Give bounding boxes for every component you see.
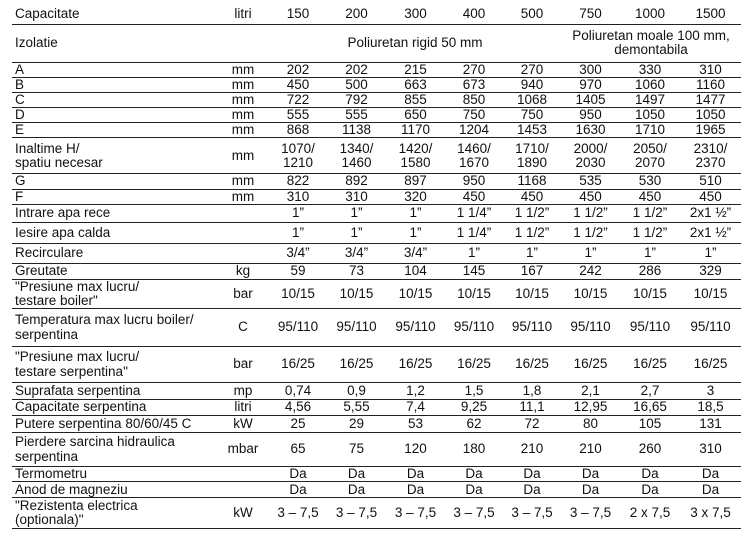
row-unit: mm	[217, 189, 269, 204]
value-cell: 792	[327, 92, 386, 107]
row-unit: kW	[217, 498, 269, 529]
value-cell: 95/110	[620, 309, 680, 347]
value-cell: 65	[269, 433, 327, 467]
value-cell: 210	[561, 433, 620, 467]
value-cell: 105	[620, 416, 680, 433]
value-cell: 1050	[620, 108, 680, 123]
row-unit: litri	[217, 400, 269, 416]
value-cell: 270	[503, 62, 561, 77]
spec-row	[12, 498, 741, 529]
value-cell: 62	[445, 416, 503, 433]
value-cell: 555	[327, 108, 386, 123]
value-cell: 722	[269, 92, 327, 107]
row-unit: mm	[217, 123, 269, 138]
value-cell: 3 – 7,5	[445, 498, 503, 529]
row-unit	[217, 467, 269, 482]
spec-row	[12, 123, 741, 138]
value-cell: 750	[445, 108, 503, 123]
value-cell: 822	[269, 174, 327, 189]
value-cell: Da	[503, 482, 561, 498]
value-cell: 210	[503, 433, 561, 467]
row-label: F	[12, 189, 217, 204]
value-cell: 145	[445, 263, 503, 279]
value-cell: 330	[620, 62, 680, 77]
value-cell: Da	[327, 467, 386, 482]
value-cell: 29	[327, 416, 386, 433]
row-unit: mm	[217, 92, 269, 107]
spec-row	[12, 482, 741, 498]
row-unit	[217, 204, 269, 222]
spec-row	[12, 92, 741, 107]
row-unit: bar	[217, 347, 269, 383]
row-label: Inaltime H/ spatiu necesar	[12, 138, 217, 174]
value-cell: 2000/ 2030	[561, 138, 620, 174]
row-label: E	[12, 123, 217, 138]
row-unit: mm	[217, 174, 269, 189]
value-cell: 3/4”	[269, 243, 327, 263]
value-cell: Da	[445, 467, 503, 482]
value-cell: 320	[386, 189, 445, 204]
row-unit	[217, 243, 269, 263]
spec-row	[12, 222, 741, 243]
value-cell: 1”	[386, 204, 445, 222]
value-cell: 500	[327, 77, 386, 92]
value-cell: 53	[386, 416, 445, 433]
value-cell: 270	[445, 62, 503, 77]
value-cell: 3 – 7,5	[386, 498, 445, 529]
value-cell: Da	[620, 467, 680, 482]
value-cell: 310	[269, 189, 327, 204]
value-cell: 1168	[503, 174, 561, 189]
spec-row	[12, 204, 741, 222]
value-cell: 1710/ 1890	[503, 138, 561, 174]
value-cell: 868	[269, 123, 327, 138]
value-cell: 1138	[327, 123, 386, 138]
value-cell: 2 x 7,5	[620, 498, 680, 529]
row-unit: mm	[217, 138, 269, 174]
value-cell: 95/110	[503, 309, 561, 347]
value-cell: 1453	[503, 123, 561, 138]
row-label: D	[12, 108, 217, 123]
value-cell: 940	[503, 77, 561, 92]
row-label: Iesire apa calda	[12, 222, 217, 243]
spec-row	[12, 138, 741, 174]
value-cell: 2,7	[620, 383, 680, 400]
value-cell: 450	[561, 189, 620, 204]
value-cell: 555	[269, 108, 327, 123]
row-unit: mm	[217, 62, 269, 77]
value-cell: 1477	[680, 92, 741, 107]
row-label: Greutate	[12, 263, 217, 279]
row-unit: C	[217, 309, 269, 347]
value-cell: 59	[269, 263, 327, 279]
value-cell: Da	[386, 482, 445, 498]
value-cell: 1340/ 1460	[327, 138, 386, 174]
value-cell: 1”	[680, 243, 741, 263]
value-cell: 2x1 ½”	[680, 222, 741, 243]
value-cell: 72	[503, 416, 561, 433]
value-cell: 95/110	[327, 309, 386, 347]
row-unit: bar	[217, 279, 269, 308]
value-cell: 10/15	[561, 279, 620, 308]
value-cell: 1710	[620, 123, 680, 138]
value-cell: 1,5	[445, 383, 503, 400]
row-unit: mbar	[217, 433, 269, 467]
value-cell: 1”	[327, 222, 386, 243]
value-cell: 1050	[680, 108, 741, 123]
value-cell: 2310/ 2370	[680, 138, 741, 174]
value-cell: 3 – 7,5	[503, 498, 561, 529]
value-cell: 7,4	[386, 400, 445, 416]
value-cell: Da	[561, 467, 620, 482]
row-label: Capacitate	[12, 4, 217, 24]
value-cell: 25	[269, 416, 327, 433]
value-cell: 1 1/2”	[620, 222, 680, 243]
value-cell: 120	[386, 433, 445, 467]
row-unit: kg	[217, 263, 269, 279]
value-cell: 2,1	[561, 383, 620, 400]
row-label: G	[12, 174, 217, 189]
value-cell: 1”	[269, 204, 327, 222]
value-cell: Da	[620, 482, 680, 498]
spec-row	[12, 174, 741, 189]
row-label: Izolatie	[12, 24, 217, 62]
value-cell: 73	[327, 263, 386, 279]
value-cell: Da	[269, 482, 327, 498]
value-cell: 202	[269, 62, 327, 77]
value-cell: 3/4”	[386, 243, 445, 263]
insulation-soft-line: Poliuretan moale 100 mm,	[572, 27, 730, 43]
row-unit	[217, 482, 269, 498]
row-label: Anod de magneziu	[12, 482, 217, 498]
value-cell: 1 1/4”	[445, 222, 503, 243]
value-cell: 1”	[561, 243, 620, 263]
row-label: Capacitate serpentina	[12, 400, 217, 416]
value-cell: 1”	[386, 222, 445, 243]
value-cell: 10/15	[327, 279, 386, 308]
value-cell: 1”	[327, 204, 386, 222]
value-cell: 11,1	[503, 400, 561, 416]
value-cell: 75	[327, 433, 386, 467]
column-capacity: 400	[445, 4, 503, 24]
value-cell: 1,2	[386, 383, 445, 400]
spec-row	[12, 108, 741, 123]
column-capacity: 200	[327, 4, 386, 24]
value-cell: 5,55	[327, 400, 386, 416]
value-cell: 450	[503, 189, 561, 204]
value-cell: 450	[445, 189, 503, 204]
insulation-row	[12, 24, 741, 62]
value-cell: 855	[386, 92, 445, 107]
value-cell: 95/110	[561, 309, 620, 347]
value-cell: 310	[680, 433, 741, 467]
value-cell: 215	[386, 62, 445, 77]
value-cell: 3 – 7,5	[269, 498, 327, 529]
row-label: Pierdere sarcina hidraulica serpentina	[12, 433, 217, 467]
value-cell: 663	[386, 77, 445, 92]
value-cell: 1 1/2”	[561, 222, 620, 243]
value-cell: 1 1/2”	[620, 204, 680, 222]
value-cell: 950	[445, 174, 503, 189]
value-cell: 310	[680, 62, 741, 77]
value-cell: 10/15	[445, 279, 503, 308]
value-cell: 970	[561, 77, 620, 92]
value-cell: 1070/ 1210	[269, 138, 327, 174]
row-label: B	[12, 77, 217, 92]
value-cell: 3 – 7,5	[327, 498, 386, 529]
spec-row	[12, 77, 741, 92]
value-cell: Da	[269, 467, 327, 482]
column-capacity: 1000	[620, 4, 680, 24]
row-unit	[217, 24, 269, 62]
value-cell: 1 1/2”	[503, 222, 561, 243]
value-cell: Da	[561, 482, 620, 498]
value-cell: Da	[445, 482, 503, 498]
value-cell: 3 – 7,5	[561, 498, 620, 529]
value-cell: 10/15	[503, 279, 561, 308]
spec-row	[12, 383, 741, 400]
row-label: "Presiune max lucru/ testare boiler"	[12, 279, 217, 308]
value-cell: 892	[327, 174, 386, 189]
value-cell: 180	[445, 433, 503, 467]
value-cell: 650	[386, 108, 445, 123]
value-cell: 1”	[503, 243, 561, 263]
value-cell: 16/25	[445, 347, 503, 383]
value-cell: 202	[327, 62, 386, 77]
value-cell: 16/25	[503, 347, 561, 383]
value-cell: 286	[620, 263, 680, 279]
value-cell: 535	[561, 174, 620, 189]
value-cell: 1”	[445, 243, 503, 263]
row-label: Temperatura max lucru boiler/ serpentina	[12, 309, 217, 347]
value-cell: 0,74	[269, 383, 327, 400]
value-cell: 850	[445, 92, 503, 107]
value-cell: 1965	[680, 123, 741, 138]
value-cell: 3	[680, 383, 741, 400]
value-cell: 3 x 7,5	[680, 498, 741, 529]
spec-row	[12, 400, 741, 416]
value-cell: 329	[680, 263, 741, 279]
value-cell: 16/25	[620, 347, 680, 383]
value-cell: 1630	[561, 123, 620, 138]
value-cell: 16/25	[680, 347, 741, 383]
insulation-soft	[561, 24, 741, 62]
spec-row	[12, 279, 741, 308]
value-cell: 1”	[620, 243, 680, 263]
value-cell: 950	[561, 108, 620, 123]
column-capacity: 1500	[680, 4, 741, 24]
value-cell: Da	[327, 482, 386, 498]
spec-row	[12, 263, 741, 279]
value-cell: 10/15	[680, 279, 741, 308]
value-cell: 16/25	[386, 347, 445, 383]
value-cell: 1420/ 1580	[386, 138, 445, 174]
column-capacity: 750	[561, 4, 620, 24]
value-cell: 1204	[445, 123, 503, 138]
row-label: Suprafata serpentina	[12, 383, 217, 400]
spec-row	[12, 62, 741, 77]
value-cell: 95/110	[386, 309, 445, 347]
value-cell: 95/110	[680, 309, 741, 347]
value-cell: 1 1/4”	[445, 204, 503, 222]
insulation-rigid: Poliuretan rigid 50 mm	[269, 24, 561, 62]
value-cell: 12,95	[561, 400, 620, 416]
value-cell: 104	[386, 263, 445, 279]
value-cell: Da	[680, 467, 741, 482]
value-cell: 1060	[620, 77, 680, 92]
value-cell: 750	[503, 108, 561, 123]
value-cell: 16,65	[620, 400, 680, 416]
insulation-soft-line: demontabila	[614, 42, 688, 57]
value-cell: 80	[561, 416, 620, 433]
row-label: "Rezistenta electrica (optionala)"	[12, 498, 217, 529]
row-unit: mm	[217, 108, 269, 123]
row-label: C	[12, 92, 217, 107]
value-cell: 1 1/2”	[503, 204, 561, 222]
value-cell: 16/25	[561, 347, 620, 383]
spec-row	[12, 467, 741, 482]
value-cell: 1”	[269, 222, 327, 243]
value-cell: 300	[561, 62, 620, 77]
spec-row	[12, 416, 741, 433]
row-unit: kW	[217, 416, 269, 433]
value-cell: 10/15	[269, 279, 327, 308]
spec-row	[12, 433, 741, 467]
boiler-spec-table	[12, 4, 741, 529]
value-cell: 167	[503, 263, 561, 279]
column-capacity: 150	[269, 4, 327, 24]
value-cell: 1160	[680, 77, 741, 92]
value-cell: 1068	[503, 92, 561, 107]
capacity-header-row	[12, 4, 741, 24]
value-cell: 310	[327, 189, 386, 204]
row-unit: litri	[217, 4, 269, 24]
spec-row	[12, 347, 741, 383]
value-cell: 1460/ 1670	[445, 138, 503, 174]
value-cell: 4,56	[269, 400, 327, 416]
value-cell: 260	[620, 433, 680, 467]
value-cell: 450	[680, 189, 741, 204]
value-cell: Da	[680, 482, 741, 498]
value-cell: 95/110	[445, 309, 503, 347]
value-cell: 10/15	[386, 279, 445, 308]
value-cell: 1497	[620, 92, 680, 107]
value-cell: 1405	[561, 92, 620, 107]
value-cell: 10/15	[620, 279, 680, 308]
value-cell: 530	[620, 174, 680, 189]
spec-row	[12, 309, 741, 347]
row-unit: mm	[217, 77, 269, 92]
spec-row	[12, 189, 741, 204]
row-label: A	[12, 62, 217, 77]
row-unit: mp	[217, 383, 269, 400]
value-cell: 673	[445, 77, 503, 92]
value-cell: 2050/ 2070	[620, 138, 680, 174]
value-cell: 1 1/2”	[561, 204, 620, 222]
value-cell: 450	[620, 189, 680, 204]
value-cell: 9,25	[445, 400, 503, 416]
value-cell: 16/25	[327, 347, 386, 383]
row-label: Recirculare	[12, 243, 217, 263]
value-cell: 2x1 ½”	[680, 204, 741, 222]
row-label: Intrare apa rece	[12, 204, 217, 222]
column-capacity: 500	[503, 4, 561, 24]
value-cell: 1170	[386, 123, 445, 138]
value-cell: 897	[386, 174, 445, 189]
column-capacity: 300	[386, 4, 445, 24]
value-cell: 450	[269, 77, 327, 92]
row-unit	[217, 222, 269, 243]
spec-row	[12, 243, 741, 263]
value-cell: 510	[680, 174, 741, 189]
row-label: Putere serpentina 80/60/45 C	[12, 416, 217, 433]
value-cell: 16/25	[269, 347, 327, 383]
row-label: "Presiune max lucru/ testare serpentina"	[12, 347, 217, 383]
value-cell: 3/4”	[327, 243, 386, 263]
row-label: Termometru	[12, 467, 217, 482]
value-cell: 0,9	[327, 383, 386, 400]
value-cell: 131	[680, 416, 741, 433]
value-cell: 95/110	[269, 309, 327, 347]
value-cell: 18,5	[680, 400, 741, 416]
value-cell: 1,8	[503, 383, 561, 400]
value-cell: 242	[561, 263, 620, 279]
value-cell: Da	[503, 467, 561, 482]
value-cell: Da	[386, 467, 445, 482]
